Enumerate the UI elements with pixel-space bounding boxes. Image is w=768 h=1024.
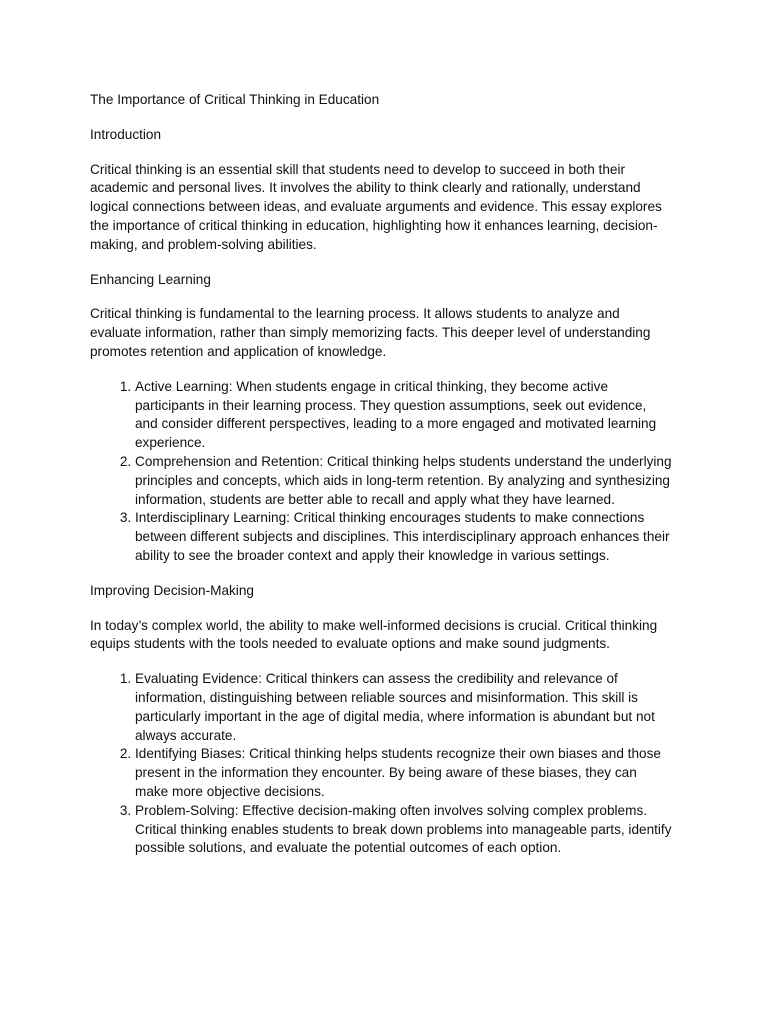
enhancing-learning-list xyxy=(90,378,672,566)
section-heading-improving-decision-making: Improving Decision-Making xyxy=(90,582,254,598)
improving-decision-making-paragraph: In today’s complex world, the ability to make well-informed decisions is crucial. Critical thinking equips students with the tools needed to evaluate options and make sound judgments. xyxy=(90,617,658,652)
list-item: 2. Identifying Biases: Critical thinking helps students recognize their own biases and those present in the information they encounter. By being aware of these biases, they can make more objective decisions. xyxy=(135,745,672,801)
list-item: 2. Comprehension and Retention: Critical thinking helps students understand the underlying principles and concepts, which aids in long-term retention. By analyzing and synthesizing information, students are better able to recall and apply what they have learned. xyxy=(135,453,672,509)
list-item: 1. Evaluating Evidence: Critical thinkers can assess the credibility and relevance of information, distinguishing between reliable sources and misinformation. This skill is particularly important in the age of digital media, where information is abundant but not always accurate. xyxy=(135,670,672,745)
improving-decision-making-list xyxy=(90,670,672,858)
section-heading-enhancing-learning: Enhancing Learning xyxy=(90,271,211,287)
enhancing-learning-paragraph: Critical thinking is fundamental to the learning process. It allows students to analyze and evaluate information, rather than simply memorizing facts. This deeper level of understanding promotes retention and application of knowledge. xyxy=(90,306,651,359)
list-item: 3. Problem-Solving: Effective decision-making often involves solving complex problems. Critical thinking enables students to break down problems into manageable parts, identify possible solutions, and evaluate the potential outcomes of each option. xyxy=(135,802,672,858)
section-heading-introduction: Introduction xyxy=(90,126,162,142)
introduction-paragraph: Critical thinking is an essential skill that students need to develop to succeed in both their academic and personal lives. It involves the ability to think clearly and rationally, understand logical connections between ideas, and evaluate arguments and evidence. This essay explores the importance of critical thinking in education, highlighting how it enhances learning, decision-making, and problem-solving abilities. xyxy=(90,161,662,252)
document-page xyxy=(90,91,672,874)
list-item: 1. Active Learning: When students engage in critical thinking, they become active participants in their learning process. They question assumptions, seek out evidence, and consider different perspectives, leading to a more engaged and motivated learning experience. xyxy=(135,378,672,453)
list-item: 3. Interdisciplinary Learning: Critical thinking encourages students to make connections between different subjects and disciplines. This interdisciplinary approach enhances their ability to see the broader context and apply their knowledge in various settings. xyxy=(135,509,672,565)
document-title: The Importance of Critical Thinking in Education xyxy=(90,92,380,107)
